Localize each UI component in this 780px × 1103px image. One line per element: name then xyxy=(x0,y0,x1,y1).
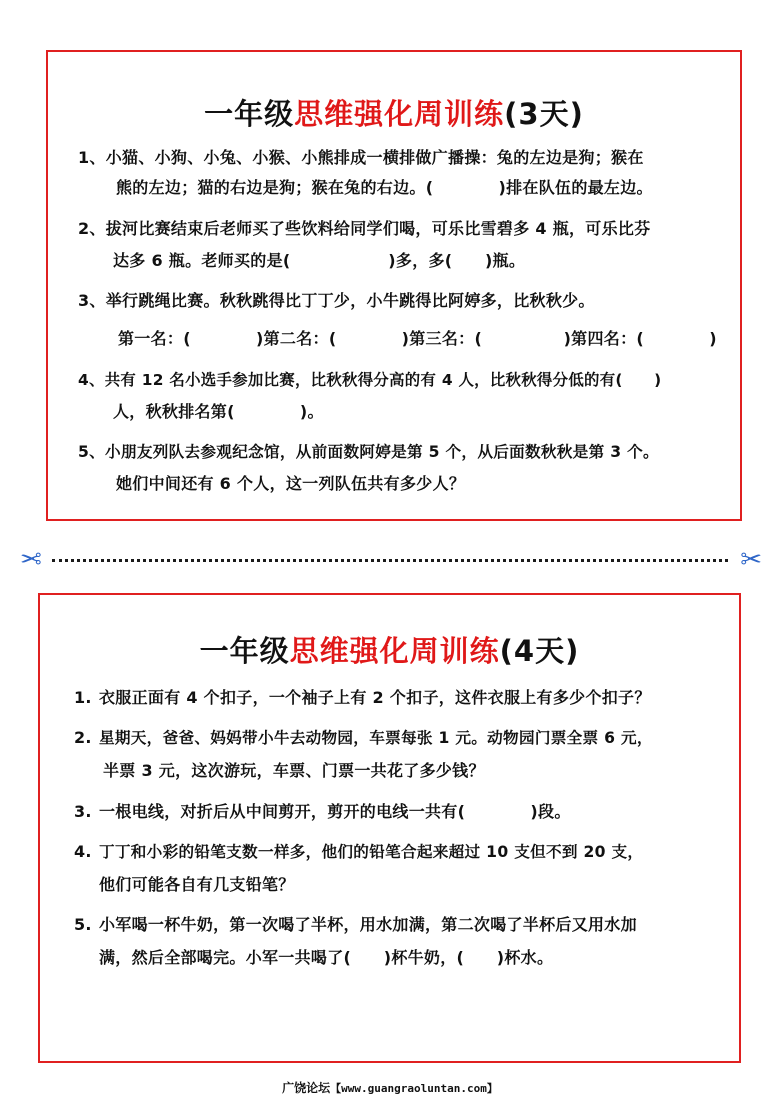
scissors-icon: ✂ xyxy=(20,545,42,575)
question-3-line-1: 3、举行跳绳比赛。秋秋跳得比丁丁少，小牛跳得比阿婷多，比秋秋少。 xyxy=(78,291,595,310)
question-1-line-2: 熊的左边；猫的右边是狗；猴在兔的右边。( )排在队伍的最左边。 xyxy=(116,178,653,197)
scissors-icon: ✂ xyxy=(740,545,762,575)
question-3-number: 3. xyxy=(74,802,92,821)
question-5-line-2: 满，然后全部喝完。小军一共喝了( )杯牛奶，( )杯水。 xyxy=(99,948,554,967)
title-grade: 一年级 xyxy=(199,634,290,668)
question-4-line-1: 4、共有 12 名小选手参加比赛，比秋秋得分高的有 4 人，比秋秋得分低的有( ) xyxy=(78,371,662,389)
question-3-ranking: 第一名：( )第二名：( )第三名：( )第四名：( ) xyxy=(118,329,717,348)
question-2-line-2: 达多 6 瓶。老师买的是( )多，多( )瓶。 xyxy=(113,251,526,270)
question-1-number: 1. xyxy=(74,688,92,707)
question-5-line-1: 5、小朋友列队去参观纪念馆，从前面数阿婷是第 5 个，从后面数秋秋是第 3 个。 xyxy=(78,443,659,461)
title-grade: 一年级 xyxy=(204,97,295,131)
question-2-number: 2. xyxy=(74,728,92,747)
worksheet-title-day3 xyxy=(48,92,740,133)
question-2-line-2: 半票 3 元，这次游玩，车票、门票一共花了多少钱？ xyxy=(103,761,485,780)
question-2-line-1: 星期天，爸爸、妈妈带小牛去动物园，车票每张 1 元。动物园门票全票 6 元， xyxy=(99,729,653,747)
footer-site-name: 广饶论坛 xyxy=(282,1081,331,1095)
question-4-number: 4. xyxy=(74,842,92,861)
title-day: (3天) xyxy=(504,97,584,131)
title-day: (4天) xyxy=(499,634,580,668)
question-4-line-2: 他们可能各自有几支铅笔？ xyxy=(99,875,295,894)
worksheet-day4 xyxy=(38,593,741,1063)
question-3-line-1: 一根电线，对折后从中间剪开，剪开的电线一共有( )段。 xyxy=(99,802,571,821)
footer xyxy=(0,1079,780,1096)
worksheet-day3 xyxy=(46,50,742,521)
question-1-line-1: 衣服正面有 4 个扣子，一个袖子上有 2 个扣子，这件衣服上有多少个扣子？ xyxy=(99,688,651,707)
question-4-line-2: 人，秋秋排名第( )。 xyxy=(113,402,324,421)
question-4-line-1: 丁丁和小彩的铅笔支数一样多，他们的铅笔合起来超过 10 支但不到 20 支， xyxy=(99,843,644,861)
question-5-number: 5. xyxy=(74,915,92,934)
cut-line xyxy=(52,559,728,562)
question-2-line-1: 2、拔河比赛结束后老师买了些饮料给同学们喝，可乐比雪碧多 4 瓶，可乐比芬 xyxy=(78,219,651,238)
footer-url: 【www.guangraoluntan.com】 xyxy=(330,1082,498,1095)
question-5-line-1: 小军喝一杯牛奶，第一次喝了半杯，用水加满，第二次喝了半杯后又用水加 xyxy=(99,915,637,934)
worksheet-title-day4 xyxy=(40,629,739,670)
question-5-line-2: 她们中间还有 6 个人，这一列队伍共有多少人？ xyxy=(116,474,466,493)
title-topic: 思维强化周训练 xyxy=(294,97,505,131)
question-1-line-1: 1、小猫、小狗、小兔、小猴、小熊排成一横排做广播操：兔的左边是狗；猴在 xyxy=(78,148,644,167)
title-topic: 思维强化周训练 xyxy=(289,634,500,668)
